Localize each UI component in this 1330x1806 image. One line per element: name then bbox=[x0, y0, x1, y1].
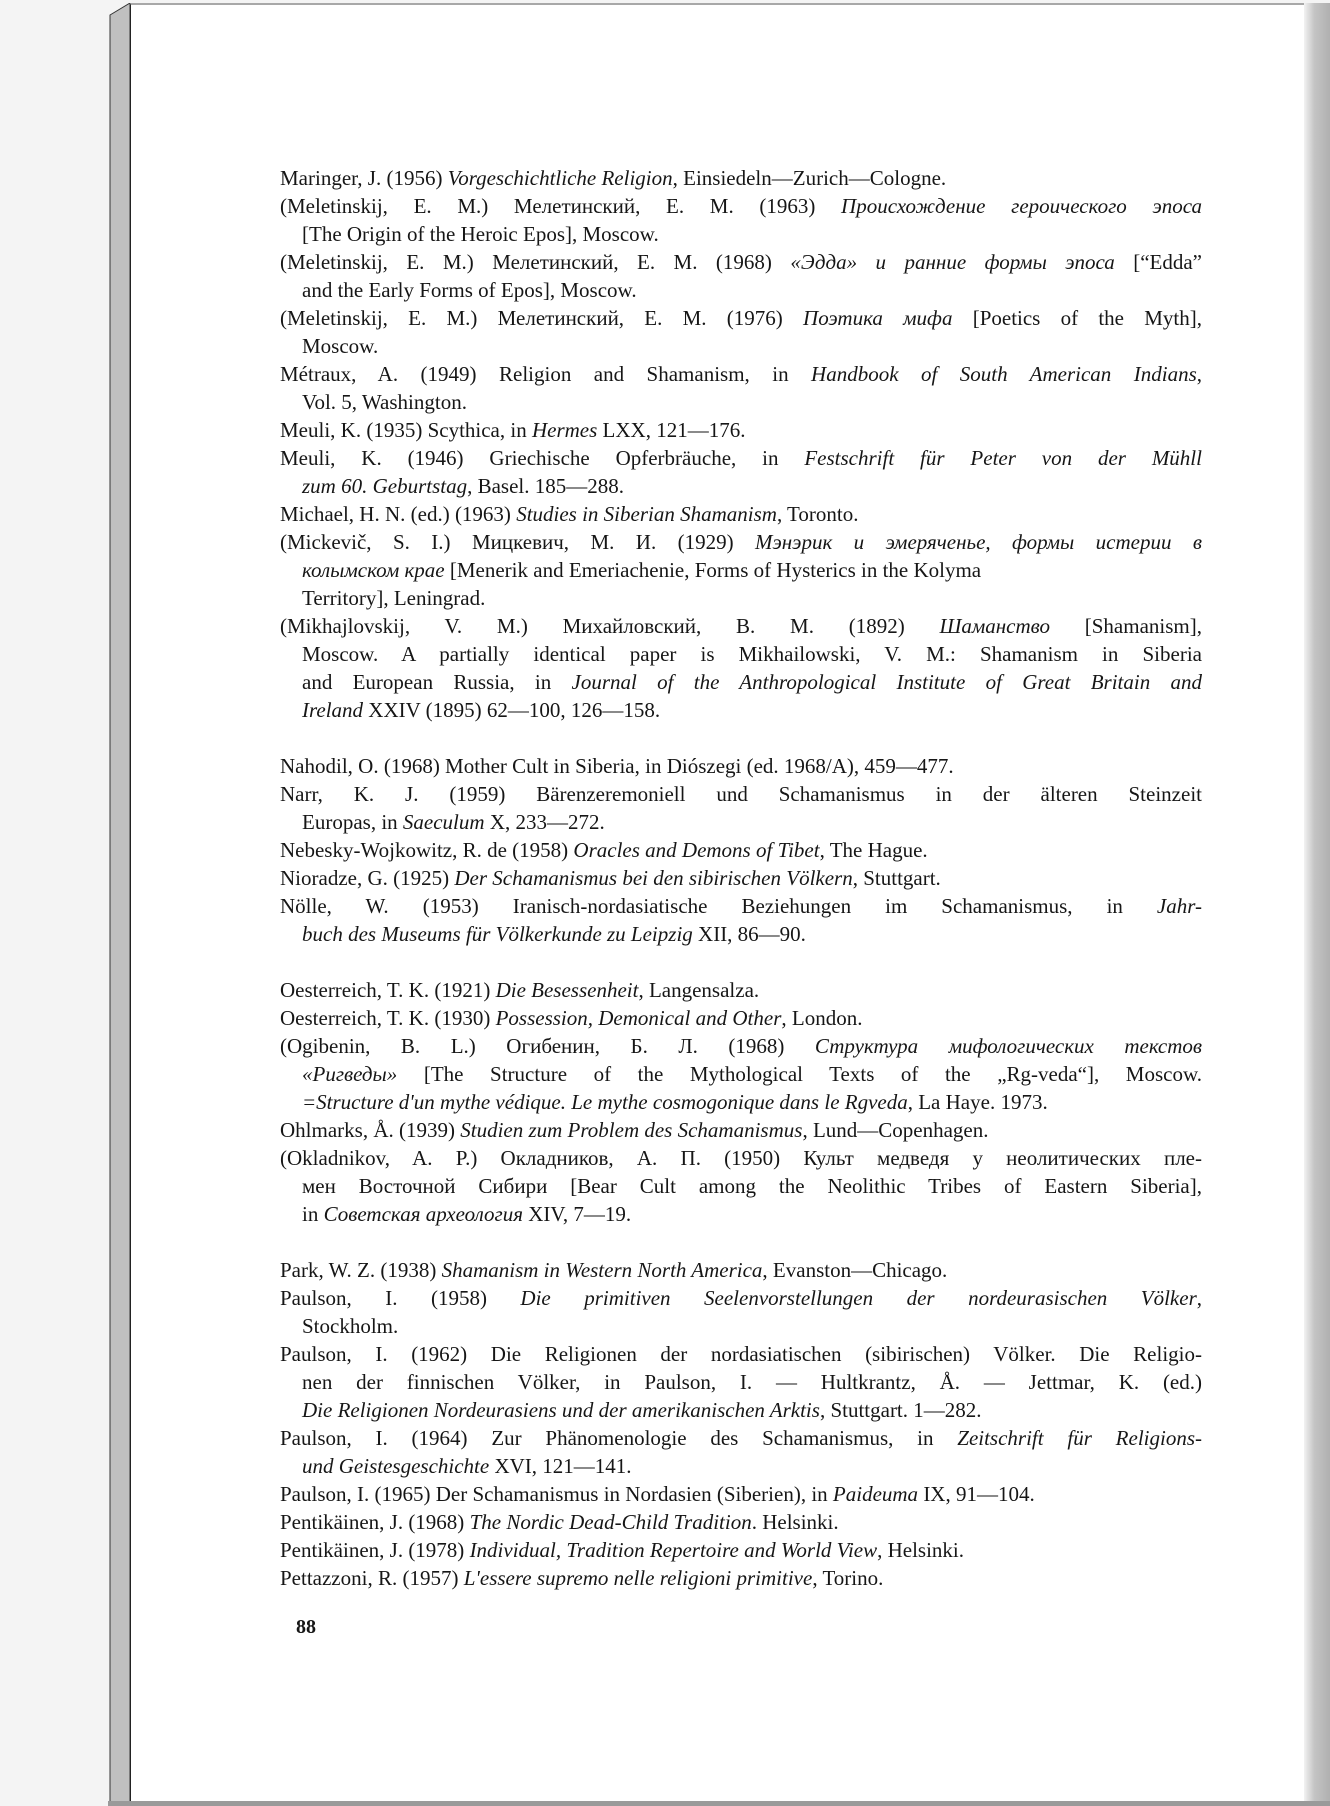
page-edge-shadow bbox=[1304, 3, 1330, 1803]
reference-line bbox=[302, 696, 1202, 724]
reference-line bbox=[280, 780, 1202, 808]
reference-text: Paulson, I. (1962) Die Religionen der nordasiatischen (sibirischen) Völker. Die Religio- bbox=[280, 1342, 1202, 1366]
reference-text: Nölle, W. (1953) Iranisch-nordasiatische Beziehungen im Schamanismus, in bbox=[280, 894, 1157, 918]
reference-title-italic: Studies in Siberian Shamanism bbox=[516, 502, 777, 526]
reference-entry bbox=[280, 192, 1202, 248]
reference-text: , Einsiedeln—Zurich—Cologne. bbox=[672, 166, 947, 190]
reference-line bbox=[280, 500, 1202, 528]
reference-line bbox=[280, 1256, 1202, 1284]
reference-line bbox=[280, 976, 1202, 1004]
reference-text: Pettazzoni, R. (1957) bbox=[280, 1566, 464, 1590]
reference-title-italic: Происхождение героического эпоса bbox=[841, 194, 1202, 218]
reference-group bbox=[280, 1256, 1202, 1592]
reference-title-italic: Shamanism in Western North America bbox=[441, 1258, 763, 1282]
reference-text: , Evanston—Chicago. bbox=[762, 1258, 948, 1282]
reference-text: X, 233—272. bbox=[484, 810, 605, 834]
reference-line bbox=[280, 164, 1202, 192]
page-bottom-edge bbox=[108, 1801, 1330, 1806]
reference-line bbox=[280, 1564, 1202, 1592]
bibliography-list bbox=[280, 164, 1202, 1620]
reference-title-italic: Die Besessenheit bbox=[495, 978, 639, 1002]
reference-text: (Meletinskij, E. M.) Мелетинский, Е. М. (1976) bbox=[280, 306, 804, 330]
reference-text: Moscow. bbox=[302, 334, 379, 358]
reference-line bbox=[280, 1480, 1202, 1508]
reference-text: Paulson, I. (1965) Der Schamanismus in Nordasien (Siberien), in bbox=[280, 1482, 833, 1506]
reference-text: (Meletinskij, E. M.) Мелетинский, Е. М. (1968) bbox=[280, 250, 791, 274]
reference-text: , bbox=[1196, 362, 1202, 386]
reference-text: XII, 86—90. bbox=[692, 922, 806, 946]
reference-text: мен Восточной Сибири [Bear Cult among the Neolithic Tribes of Eastern Siberia], bbox=[302, 1174, 1202, 1198]
reference-text: , Lund—Copenhagen. bbox=[802, 1118, 989, 1142]
reference-title-italic: The Nordic Dead-Child Tradition bbox=[469, 1510, 752, 1534]
reference-text: , Torino. bbox=[812, 1566, 884, 1590]
reference-title-italic: Der Schamanismus bei den sibirischen Völkern bbox=[454, 866, 853, 890]
reference-line bbox=[302, 1312, 1202, 1340]
reference-line bbox=[280, 612, 1202, 640]
reference-entry bbox=[280, 1004, 1202, 1032]
reference-text: IX, 91—104. bbox=[918, 1482, 1035, 1506]
reference-text: (Mickevič, S. I.) Мицкевич, М. И. (1929) bbox=[280, 530, 756, 554]
reference-text: XIV, 7—19. bbox=[523, 1202, 632, 1226]
reference-line bbox=[302, 920, 1202, 948]
reference-text: [“Edda” bbox=[1114, 250, 1202, 274]
reference-text: Paulson, I. (1958) bbox=[280, 1286, 521, 1310]
reference-text: (Ogibenin, B. L.) Огибенин, Б. Л. (1968) bbox=[280, 1034, 815, 1058]
reference-title-italic: Die Religionen Nordeurasiens und der amerikanischen Arktis bbox=[302, 1398, 820, 1422]
reference-text: XXIV (1895) 62—100, 126—158. bbox=[363, 698, 661, 722]
reference-text: Narr, K. J. (1959) Bärenzeremoniell und Schamanismus in der älteren Steinzeit bbox=[280, 782, 1202, 806]
reference-text: Europas, in bbox=[302, 810, 403, 834]
reference-entry bbox=[280, 1564, 1202, 1592]
reference-entry bbox=[280, 976, 1202, 1004]
reference-title-italic: Zeitschrift für Religions- bbox=[957, 1426, 1202, 1450]
reference-entry bbox=[280, 892, 1202, 948]
reference-text: Territory], Leningrad. bbox=[302, 586, 486, 610]
reference-text: Nioradze, G. (1925) bbox=[280, 866, 455, 890]
reference-title-italic: Hermes bbox=[531, 418, 598, 442]
reference-line bbox=[280, 528, 1202, 556]
reference-line bbox=[280, 1424, 1202, 1452]
reference-text: Meuli, K. (1946) Griechische Opferbräuche, in bbox=[280, 446, 805, 470]
reference-text: , Stuttgart. bbox=[852, 866, 941, 890]
reference-entry bbox=[280, 1340, 1202, 1424]
reference-entry bbox=[280, 416, 1202, 444]
reference-line bbox=[280, 752, 1202, 780]
reference-text: XVI, 121—141. bbox=[489, 1454, 632, 1478]
reference-group bbox=[280, 752, 1202, 948]
reference-line bbox=[280, 1536, 1202, 1564]
reference-line bbox=[302, 276, 1202, 304]
reference-title-italic: Handbook of South American Indians bbox=[811, 362, 1197, 386]
reference-entry bbox=[280, 304, 1202, 360]
reference-title-italic: Die primitiven Seelenvorstellungen der nordeurasischen Völker bbox=[520, 1286, 1197, 1310]
reference-text: [The Structure of the Mythological Texts of the „Rg-veda“], Moscow. bbox=[397, 1062, 1202, 1086]
reference-text: . Helsinki. bbox=[751, 1510, 839, 1534]
reference-title-italic: Paideuma bbox=[832, 1482, 919, 1506]
reference-text: Pentikäinen, J. (1978) bbox=[280, 1538, 470, 1562]
reference-title-italic: Saeculum bbox=[402, 810, 485, 834]
reference-text: Oesterreich, T. K. (1930) bbox=[280, 1006, 496, 1030]
reference-text: , Langensalza. bbox=[638, 978, 760, 1002]
reference-title-italic: Studien zum Problem des Schamanismus bbox=[460, 1118, 803, 1142]
reference-text: , London. bbox=[781, 1006, 863, 1030]
reference-title-italic: und Geistesgeschichte bbox=[302, 1454, 490, 1478]
reference-entry bbox=[280, 836, 1202, 864]
reference-entry bbox=[280, 752, 1202, 780]
reference-line bbox=[280, 416, 1202, 444]
reference-text: (Meletinskij, E. M.) Мелетинский, Е. М. (1963) bbox=[280, 194, 842, 218]
reference-line bbox=[280, 360, 1202, 388]
reference-text: nen der finnischen Völker, in Paulson, I. — Hultkrantz, Å. — Jettmar, K. (ed.) bbox=[302, 1370, 1202, 1394]
reference-title-italic: Ireland bbox=[302, 698, 364, 722]
reference-entry bbox=[280, 1424, 1202, 1480]
reference-text: Park, W. Z. (1938) bbox=[280, 1258, 442, 1282]
reference-title-italic: Советская археология bbox=[323, 1202, 523, 1226]
reference-text: Oesterreich, T. K. (1921) bbox=[280, 978, 496, 1002]
reference-text: Nahodil, O. (1968) Mother Cult in Siberia, in Diószegi (ed. 1968/A), 459—477. bbox=[280, 754, 954, 778]
reference-title-italic: Jahr- bbox=[1156, 894, 1202, 918]
book-spine bbox=[108, 3, 132, 1803]
reference-title-italic: Структура мифологических текстов bbox=[814, 1034, 1202, 1058]
reference-entry bbox=[280, 1144, 1202, 1228]
reference-line bbox=[302, 472, 1202, 500]
reference-entry bbox=[280, 612, 1202, 724]
reference-entry bbox=[280, 248, 1202, 304]
reference-line bbox=[302, 1060, 1202, 1088]
reference-text: LXX, 121—176. bbox=[597, 418, 746, 442]
reference-title-italic: zum 60. Geburtstag bbox=[302, 474, 468, 498]
reference-title-italic: Journal of the Anthropological Institute of Great Britain and bbox=[571, 670, 1202, 694]
reference-line bbox=[280, 1284, 1202, 1312]
reference-title-italic: Мэнэрик и эмеряченье, формы истерии в bbox=[755, 530, 1202, 554]
reference-line bbox=[280, 892, 1202, 920]
reference-text: Métraux, A. (1949) Religion and Shamanism, in bbox=[280, 362, 812, 386]
reference-text: , Basel. 185—288. bbox=[467, 474, 624, 498]
reference-line bbox=[302, 668, 1202, 696]
reference-line bbox=[302, 1396, 1202, 1424]
reference-text: , Stuttgart. 1—282. bbox=[819, 1398, 982, 1422]
reference-line bbox=[280, 1116, 1202, 1144]
reference-line bbox=[280, 1340, 1202, 1368]
reference-line bbox=[280, 1032, 1202, 1060]
reference-entry bbox=[280, 500, 1202, 528]
reference-title-italic: «Эдда» и ранние формы эпоса bbox=[790, 250, 1115, 274]
reference-title-italic: Individual, Tradition Repertoire and World View bbox=[469, 1538, 878, 1562]
reference-line bbox=[280, 836, 1202, 864]
reference-title-italic: «Ригведы» bbox=[302, 1062, 398, 1086]
reference-line bbox=[280, 1144, 1202, 1172]
reference-line bbox=[280, 1004, 1202, 1032]
reference-text: in bbox=[302, 1202, 324, 1226]
reference-text: Stockholm. bbox=[302, 1314, 399, 1338]
reference-entry bbox=[280, 780, 1202, 836]
reference-title-italic: Поэтика мифа bbox=[803, 306, 953, 330]
reference-entry bbox=[280, 1256, 1202, 1284]
reference-line bbox=[280, 864, 1202, 892]
reference-text: [The Origin of the Heroic Epos], Moscow. bbox=[302, 222, 659, 246]
reference-text: (Okladnikov, A. P.) Окладников, А. П. (1950) Культ медведя у неолитических пле- bbox=[280, 1146, 1202, 1170]
reference-text: Ohlmarks, Å. (1939) bbox=[280, 1118, 461, 1142]
reference-text: [Shamanism], bbox=[1050, 614, 1202, 638]
reference-title-italic: Vorgeschichtliche Religion bbox=[447, 166, 673, 190]
reference-text: Vol. 5, Washington. bbox=[302, 390, 467, 414]
reference-entry bbox=[280, 1284, 1202, 1340]
reference-text: Moscow. A partially identical paper is Mikhailowski, V. M.: Shamanism in Siberia bbox=[302, 642, 1202, 666]
reference-line bbox=[280, 248, 1202, 276]
reference-text: Michael, H. N. (ed.) (1963) bbox=[280, 502, 517, 526]
reference-text: Nebesky-Wojkowitz, R. de (1958) bbox=[280, 838, 574, 862]
reference-entry bbox=[280, 1116, 1202, 1144]
reference-group bbox=[280, 976, 1202, 1228]
reference-text: and European Russia, in bbox=[302, 670, 572, 694]
reference-line bbox=[302, 1368, 1202, 1396]
reference-title-italic: =Structure d'un mythe védique. Le mythe cosmogonique dans le Rgveda bbox=[302, 1090, 908, 1114]
reference-line bbox=[302, 640, 1202, 668]
reference-title-italic: Festschrift für Peter von der Mühll bbox=[804, 446, 1202, 470]
reference-line bbox=[302, 556, 1202, 584]
reference-text: Meuli, K. (1935) Scythica, in bbox=[280, 418, 532, 442]
reference-text: , Helsinki. bbox=[877, 1538, 965, 1562]
reference-title-italic: Oracles and Demons of Tibet bbox=[573, 838, 820, 862]
reference-line bbox=[302, 388, 1202, 416]
reference-entry bbox=[280, 164, 1202, 192]
reference-entry bbox=[280, 1536, 1202, 1564]
reference-entry bbox=[280, 1508, 1202, 1536]
reference-entry bbox=[280, 444, 1202, 500]
reference-text: , La Haye. 1973. bbox=[907, 1090, 1048, 1114]
reference-title-italic: buch des Museums für Völkerkunde zu Leipzig bbox=[302, 922, 693, 946]
reference-text: , The Hague. bbox=[819, 838, 928, 862]
reference-text: and the Early Forms of Epos], Moscow. bbox=[302, 278, 637, 302]
reference-entry bbox=[280, 1032, 1202, 1116]
reference-text: Maringer, J. (1956) bbox=[280, 166, 448, 190]
reference-entry bbox=[280, 864, 1202, 892]
reference-text: Paulson, I. (1964) Zur Phänomenologie des Schamanismus, in bbox=[280, 1426, 958, 1450]
reference-title-italic: L'essere supremo nelle religioni primitive bbox=[463, 1566, 813, 1590]
reference-entry bbox=[280, 360, 1202, 416]
reference-line bbox=[302, 584, 1202, 612]
reference-line bbox=[302, 220, 1202, 248]
reference-text: , bbox=[1196, 1286, 1202, 1310]
page-number: 88 bbox=[296, 1616, 316, 1638]
reference-line bbox=[302, 1452, 1202, 1480]
reference-text: , Toronto. bbox=[776, 502, 859, 526]
reference-text: (Mikhajlovskij, V. M.) Михайловский, В. М. (1892) bbox=[280, 614, 940, 638]
reference-line bbox=[280, 304, 1202, 332]
reference-line bbox=[280, 1508, 1202, 1536]
reference-title-italic: Possession, Demonical and Other bbox=[495, 1006, 782, 1030]
reference-line bbox=[280, 192, 1202, 220]
reference-group bbox=[280, 164, 1202, 724]
reference-line bbox=[302, 1172, 1202, 1200]
reference-line bbox=[302, 332, 1202, 360]
reference-line bbox=[302, 808, 1202, 836]
reference-text: Pentikäinen, J. (1968) bbox=[280, 1510, 470, 1534]
reference-entry bbox=[280, 528, 1202, 612]
reference-text: [Poetics of the Myth], bbox=[952, 306, 1202, 330]
reference-line bbox=[280, 444, 1202, 472]
reference-text: [Menerik and Emeriachenie, Forms of Hysterics in the Kolyma bbox=[444, 558, 982, 582]
reference-entry bbox=[280, 1480, 1202, 1508]
reference-title-italic: колымском крае bbox=[302, 558, 445, 582]
reference-title-italic: Шаманство bbox=[939, 614, 1051, 638]
reference-line bbox=[302, 1200, 1202, 1228]
reference-line bbox=[302, 1088, 1202, 1116]
